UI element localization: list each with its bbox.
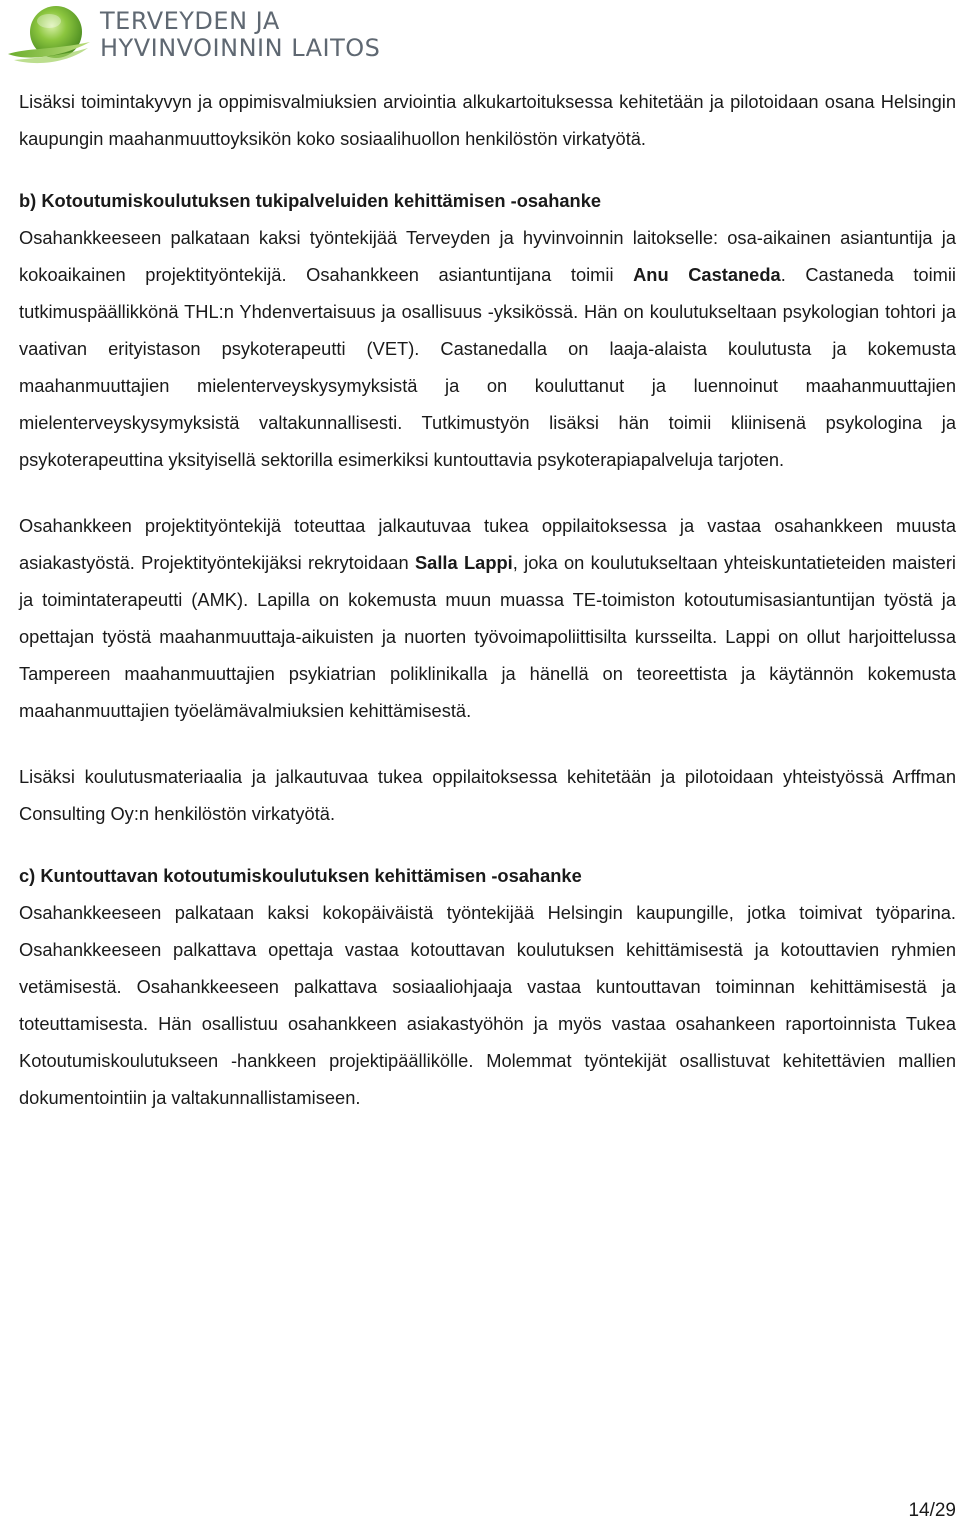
org-name	[100, 8, 380, 62]
section-b-paragraph-1	[19, 219, 956, 478]
text-span: Osahankkeen projektityöntekijä toteuttaa jalkautuvaa tukea oppilaitoksessa ja vastaa osahankkeen muusta asiakastyöstä. Projektityöntekijäksi rekrytoidaan	[19, 515, 956, 573]
page-header	[0, 0, 960, 70]
text-span: Osahankkeeseen palkataan kaksi työntekijää Terveyden ja hyvinvoinnin laitokselle: osa-aikainen asiantuntija ja kokoaikainen projektityöntekijä. Osahankkeen asiantuntijana toimii	[19, 227, 956, 285]
text-span: . Castaneda toimii tutkimuspäällikkönä THL:n Yhdenvertaisuus ja osallisuus -yksikössä. Hän on koulutukseltaan psykologian tohtori ja vaativan erityistason psykoterapeutti (VET). Castanedalla on laaja-alaista koulutusta ja kokemusta maahanmuuttajien mielenterveyskysymyksistä ja on kouluttanut ja luennoinut maahanmuuttajien mielenterveyskysymyksistä valtakunnallisesti. Tutkimustyön lisäksi hän toimii kliinisenä psykologina ja psykoterapeuttina yksityisellä sektorilla esimerkiksi kuntouttavia psykoterapiapalveluja tarjoten.	[19, 264, 956, 470]
document-body	[19, 83, 956, 1116]
section-c-paragraph-1: Osahankkeeseen palkataan kaksi kokopäiväistä työntekijää Helsingin kaupungille, jotka toimivat työparina. Osahankkeeseen palkattava opettaja vastaa kotouttavan koulutuksen kehittämisestä ja kotouttavien ryhmien vetämisestä. Osahankkeeseen palkattava sosiaaliohjaaja vastaa kuntouttavan toiminnan kehittämisestä ja toteuttamisesta. Hän osallistuu osahankkeen asiakastyöhön ja myös vastaa osahankeen raportoinnista Tukea Kotoutumiskoulutukseen -hankkeen projektipäällikölle. Molemmat työntekijät osallistuvat kehitettävien mallien dokumentointiin ja valtakunnallistamiseen.	[19, 902, 956, 1108]
org-name-line1: TERVEYDEN JA	[100, 7, 280, 35]
project-worker-name: Salla Lappi	[414, 552, 513, 573]
org-name-line2: HYVINVOINNIN LAITOS	[100, 34, 381, 62]
section-b-heading: b) Kotoutumiskoulutuksen tukipalveluiden kehittämisen -osahanke	[19, 190, 602, 211]
section-b-paragraph-3: Lisäksi koulutusmateriaalia ja jalkautuvaa tukea oppilaitoksessa kehitetään ja pilotoidaan yhteistyössä Arffman Consulting Oy:n henkilöstön virkatyötä.	[19, 766, 956, 824]
section-c-heading: c) Kuntouttavan kotoutumiskoulutuksen kehittämisen -osahanke	[19, 865, 582, 886]
intro-paragraph: Lisäksi toimintakyvyn ja oppimisvalmiuksien arviointia alkukartoituksessa kehitetään ja pilotoidaan osana Helsingin kaupungin maahanmuuttoyksikön koko sosiaalihuollon henkilöstön virkatyötä.	[19, 91, 956, 149]
page-number: 14/29	[908, 1500, 956, 1521]
expert-name: Anu Castaneda	[633, 264, 781, 285]
text-span: , joka on koulutukseltaan yhteiskuntatieteiden maisteri ja toimintaterapeutti (AMK). Lapilla on kokemusta muun muassa TE-toimiston kotoutumisasiantuntijan työstä ja opettajan työstä maahanmuuttaja-aikuisten ja nuorten työvoimapoliittisilta kursseilta. Lappi on ollut harjoittelussa Tampereen maahanmuuttajien psykiatrian poliklinikalla ja hänellä on teoreettista ja käytännön kokemusta maahanmuuttajien työelämävalmiuksien kehittämisestä.	[19, 552, 956, 721]
section-b-paragraph-2	[19, 507, 956, 729]
thl-logo-icon	[4, 2, 94, 66]
